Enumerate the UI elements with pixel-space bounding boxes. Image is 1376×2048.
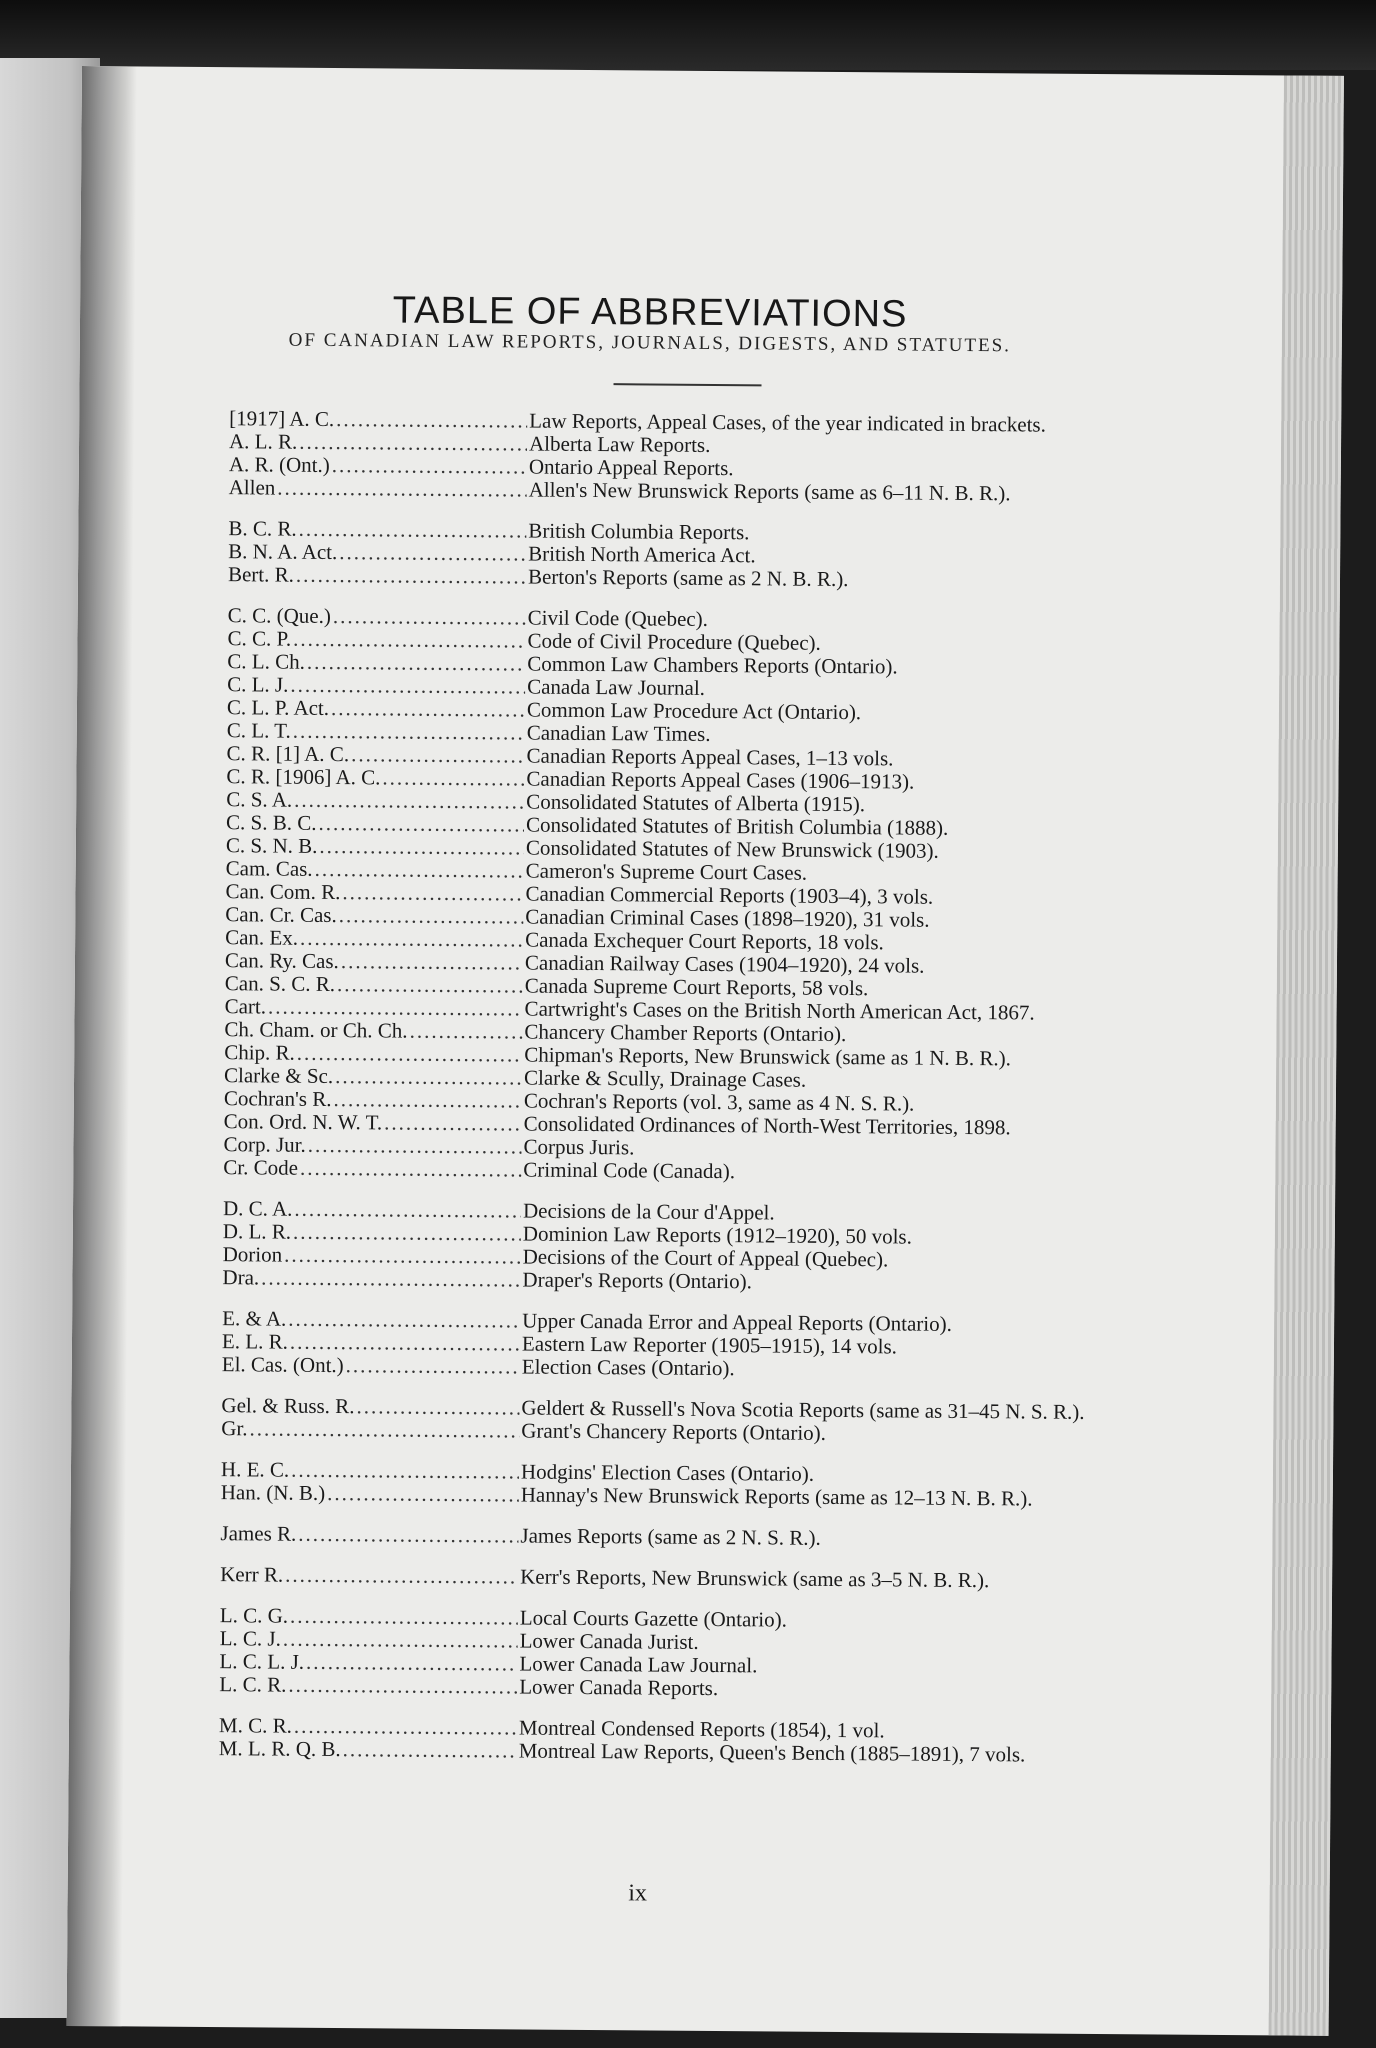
abbreviation-meaning: Code of Civil Procedure (Quebec). bbox=[527, 628, 821, 655]
abbreviation-term: E. & A. bbox=[222, 1306, 287, 1331]
dot-leader bbox=[283, 1628, 518, 1653]
abbreviation-term: L. C. L. J. bbox=[219, 1649, 305, 1674]
entry-lead bbox=[222, 1266, 522, 1291]
dot-leader bbox=[384, 1111, 522, 1135]
dot-leader bbox=[300, 927, 523, 952]
dot-leader bbox=[339, 541, 526, 565]
dot-leader bbox=[410, 1020, 523, 1044]
abbreviation-term: C. S. B. C. bbox=[225, 810, 317, 835]
abbreviation-meaning: Canadian Reports Appeal Cases (1906–1913). bbox=[526, 766, 915, 794]
abbreviation-group bbox=[223, 604, 1287, 1187]
abbreviation-meaning: Dominion Law Reports (1912–1920), 50 vols. bbox=[522, 1221, 912, 1249]
abbreviation-meaning: Lower Canada Jurist. bbox=[519, 1628, 699, 1654]
abbreviation-meaning: Cochran's Reports (vol. 3, same as 4 N. S. R.). bbox=[523, 1088, 915, 1116]
abbreviation-term: Can. Com. R. bbox=[225, 879, 341, 905]
abbreviation-group bbox=[220, 1522, 1280, 1553]
abbreviation-meaning: Cameron's Supreme Court Cases. bbox=[525, 858, 808, 885]
abbreviation-term: Chip. R. bbox=[224, 1040, 295, 1065]
abbreviation-meaning: Cartwright's Cases on the British North American Act, 1867. bbox=[524, 996, 1035, 1025]
abbreviation-term: Dorion bbox=[222, 1242, 283, 1267]
abbreviation-group bbox=[229, 407, 1290, 507]
abbreviation-term: B. N. A. Act. bbox=[228, 539, 338, 565]
dot-leader bbox=[268, 995, 523, 1020]
dot-leader bbox=[293, 720, 525, 745]
entry-lead bbox=[223, 1156, 523, 1181]
entry-lead bbox=[219, 1673, 519, 1698]
dot-leader bbox=[356, 1395, 519, 1419]
abbreviation-term: C. S. A. bbox=[226, 787, 293, 812]
abbreviation-term: El. Cas. (Ont.) bbox=[221, 1352, 344, 1378]
dot-leader bbox=[294, 1715, 517, 1740]
dot-leader bbox=[298, 1523, 518, 1548]
abbreviation-term: E. L. R. bbox=[221, 1329, 289, 1354]
abbreviation-term: Clarke & Sc. bbox=[223, 1063, 334, 1089]
dot-leader bbox=[293, 1221, 521, 1246]
dot-leader bbox=[297, 1042, 523, 1067]
abbreviation-meaning: Berton's Reports (same as 2 N. B. R.). bbox=[527, 564, 849, 592]
dot-leader bbox=[261, 1266, 520, 1291]
abbreviation-term: Gr. bbox=[221, 1416, 248, 1441]
dot-leader bbox=[249, 1417, 519, 1442]
entry-lead bbox=[219, 1737, 519, 1762]
abbreviation-term: M. L. R. Q. B. bbox=[218, 1736, 341, 1762]
dot-leader bbox=[277, 477, 527, 502]
abbreviation-term: Han. (N. B.) bbox=[220, 1480, 326, 1505]
abbreviation-meaning: Consolidated Statutes of Alberta (1915). bbox=[526, 789, 866, 817]
abbreviation-group bbox=[228, 517, 1289, 594]
page-number: ix bbox=[628, 1880, 648, 1907]
dot-leader bbox=[291, 1459, 519, 1484]
dot-leader bbox=[351, 743, 525, 767]
dot-leader bbox=[294, 1198, 521, 1223]
abbreviation-term: C. R. [1906] A. C. bbox=[226, 764, 381, 790]
abbreviation-meaning: Consolidated Statutes of British Columbia (1888). bbox=[525, 812, 949, 840]
dot-leader bbox=[343, 1738, 517, 1762]
abbreviation-meaning: Canada Supreme Court Reports, 58 vols. bbox=[524, 973, 869, 1001]
dot-leader bbox=[299, 431, 527, 456]
book-page bbox=[67, 66, 1344, 2036]
abbreviation-entry bbox=[220, 1522, 1280, 1553]
abbreviation-meaning: Canadian Railway Cases (1904–1920), 24 vols. bbox=[524, 950, 925, 978]
abbreviation-meaning: Clarke & Scully, Drainage Cases. bbox=[523, 1065, 807, 1092]
dot-leader bbox=[284, 1244, 521, 1269]
dot-leader bbox=[288, 1308, 520, 1333]
abbreviation-group bbox=[221, 1458, 1281, 1512]
scan-background bbox=[0, 0, 1376, 70]
dot-leader bbox=[333, 1088, 522, 1112]
abbreviation-meaning: Lower Canada Reports. bbox=[519, 1674, 719, 1701]
abbreviation-meaning: Canadian Reports Appeal Cases, 1–13 vols. bbox=[526, 743, 894, 771]
page-subtitle: OF CANADIAN LAW REPORTS, JOURNALS, DIGESTS, AND STATUTES. bbox=[288, 329, 1012, 357]
abbreviation-term: C. L. Ch. bbox=[227, 649, 306, 674]
abbreviation-meaning: Consolidated Ordinances of North-West Territories, 1898. bbox=[523, 1111, 1011, 1140]
abbreviation-meaning: Chipman's Reports, New Brunswick (same as 1 N. B. R.). bbox=[524, 1042, 1012, 1071]
abbreviation-term: L. C. G. bbox=[219, 1603, 289, 1628]
abbreviation-term: D. L. R. bbox=[222, 1219, 292, 1244]
abbreviation-term: Cochran's R. bbox=[223, 1086, 332, 1111]
abbreviation-term: C. L. J. bbox=[227, 672, 289, 697]
entry-lead bbox=[229, 476, 529, 501]
abbreviation-term: A. L. R. bbox=[228, 429, 298, 454]
dot-leader bbox=[290, 1605, 518, 1630]
abbreviation-meaning: Grant's Chancery Reports (Ontario). bbox=[521, 1418, 827, 1445]
abbreviation-term: C. S. N. B. bbox=[225, 833, 318, 858]
abbreviation-term: H. E. C. bbox=[220, 1457, 290, 1482]
dot-leader bbox=[290, 674, 525, 699]
abbreviation-term: M. C. R. bbox=[218, 1713, 293, 1738]
abbreviation-group bbox=[222, 1307, 1283, 1384]
abbreviation-meaning: Canada Law Journal. bbox=[527, 674, 706, 700]
dot-leader bbox=[342, 881, 523, 905]
dot-leader bbox=[315, 858, 524, 883]
abbreviation-term: Ch. Cham. or Ch. Ch. bbox=[224, 1017, 408, 1043]
abbreviation-group bbox=[219, 1714, 1279, 1768]
entry-lead bbox=[223, 1243, 523, 1268]
abbreviation-meaning: Lower Canada Law Journal. bbox=[519, 1651, 758, 1678]
dot-leader bbox=[319, 835, 524, 860]
title-rule bbox=[614, 383, 762, 386]
dot-leader bbox=[335, 1065, 522, 1089]
abbreviation-meaning: James Reports (same as 2 N. S. R.). bbox=[520, 1523, 821, 1550]
abbreviation-term: Cam. Cas. bbox=[225, 856, 313, 881]
abbreviation-group bbox=[221, 1394, 1281, 1448]
abbreviation-meaning: Canada Exchequer Court Reports, 18 vols. bbox=[525, 927, 884, 955]
dot-leader bbox=[332, 454, 527, 479]
entry-lead bbox=[221, 1394, 521, 1419]
abbreviation-meaning: British Columbia Reports. bbox=[528, 518, 750, 545]
abbreviation-term: C. C. P. bbox=[227, 626, 292, 651]
abbreviation-meaning: Corpus Juris. bbox=[523, 1134, 635, 1160]
dot-leader bbox=[341, 950, 523, 974]
dot-leader bbox=[336, 408, 527, 432]
abbreviation-meaning: Alberta Law Reports. bbox=[528, 431, 711, 457]
dot-leader bbox=[333, 605, 526, 630]
dot-leader bbox=[300, 1157, 522, 1182]
abbreviation-meaning: Common Law Chambers Reports (Ontario). bbox=[527, 651, 898, 679]
dot-leader bbox=[339, 904, 524, 928]
dot-leader bbox=[293, 628, 526, 653]
abbreviation-term: Dra. bbox=[222, 1265, 260, 1290]
abbreviation-list bbox=[219, 407, 1290, 1786]
abbreviation-meaning: Local Courts Gazette (Ontario). bbox=[519, 1605, 787, 1632]
abbreviation-meaning: Ontario Appeal Reports. bbox=[528, 454, 734, 481]
entry-lead bbox=[222, 1353, 522, 1378]
abbreviation-term: Can. Cr. Cas. bbox=[225, 902, 337, 928]
dot-leader bbox=[285, 1564, 518, 1589]
abbreviation-term: Cr. Code bbox=[223, 1155, 299, 1180]
entry-lead bbox=[228, 563, 528, 588]
abbreviation-term: B. C. R. bbox=[228, 516, 297, 541]
entry-lead bbox=[220, 1563, 520, 1588]
abbreviation-meaning: Eastern Law Reporter (1905–1915), 14 vols. bbox=[521, 1331, 898, 1359]
abbreviation-meaning: Civil Code (Quebec). bbox=[527, 605, 708, 631]
dot-leader bbox=[306, 1651, 518, 1676]
abbreviation-meaning: Chancery Chamber Reports (Ontario). bbox=[524, 1019, 847, 1047]
dot-leader bbox=[337, 973, 523, 997]
abbreviation-term: L. C. J. bbox=[219, 1626, 282, 1651]
dot-leader bbox=[331, 697, 525, 722]
abbreviation-term: James R. bbox=[220, 1521, 297, 1546]
abbreviation-meaning: Kerr's Reports, New Brunswick (same as 3–5 N. B. R.). bbox=[520, 1564, 990, 1593]
abbreviation-meaning: Canadian Law Times. bbox=[526, 720, 711, 746]
abbreviation-term: Can. Ex. bbox=[225, 925, 299, 950]
page-title: TABLE OF ABBREVIATIONS bbox=[392, 289, 908, 336]
dot-leader bbox=[307, 651, 526, 676]
dot-leader bbox=[299, 518, 527, 543]
abbreviation-term: L. C. R. bbox=[219, 1672, 287, 1697]
abbreviation-meaning: Decisions of the Court of Appeal (Quebec). bbox=[522, 1244, 889, 1272]
dot-leader bbox=[346, 1354, 520, 1378]
dot-leader bbox=[318, 812, 524, 837]
abbreviation-term: Can. S. C. R. bbox=[224, 971, 336, 997]
abbreviation-meaning: Consolidated Statutes of New Brunswick (1903). bbox=[525, 835, 939, 863]
abbreviation-term: Allen bbox=[228, 475, 276, 500]
abbreviation-meaning: Criminal Code (Canada). bbox=[523, 1157, 736, 1184]
abbreviation-meaning: Law Reports, Appeal Cases, of the year indicated in brackets. bbox=[529, 408, 1046, 437]
abbreviation-meaning: Montreal Law Reports, Queen's Bench (1885–1891), 7 vols. bbox=[518, 1738, 1026, 1767]
abbreviation-term: A. R. (Ont.) bbox=[228, 452, 330, 477]
abbreviation-term: Kerr R. bbox=[220, 1562, 284, 1587]
abbreviation-entry bbox=[220, 1563, 1280, 1594]
abbreviation-term: Can. Ry. Cas. bbox=[224, 948, 339, 974]
abbreviation-meaning: Upper Canada Error and Appeal Reports (Ontario). bbox=[522, 1308, 953, 1336]
entry-lead bbox=[220, 1522, 520, 1547]
abbreviation-term: C. L. T. bbox=[226, 718, 291, 743]
dot-leader bbox=[294, 789, 524, 814]
abbreviation-meaning: Canadian Commercial Reports (1903–4), 3 vols. bbox=[525, 881, 934, 909]
entry-lead bbox=[221, 1417, 521, 1442]
abbreviation-term: C. C. (Que.) bbox=[227, 603, 332, 628]
entry-lead bbox=[225, 972, 525, 997]
dot-leader bbox=[308, 1134, 522, 1159]
dot-leader bbox=[296, 564, 526, 589]
abbreviation-term: Corp. Jur. bbox=[223, 1132, 306, 1157]
abbreviation-group bbox=[220, 1563, 1280, 1594]
abbreviation-meaning: Decisions de la Cour d'Appel. bbox=[522, 1198, 775, 1225]
abbreviation-meaning: Geldert & Russell's Nova Scotia Reports (same as 31–45 N. S. R.). bbox=[521, 1395, 1085, 1424]
abbreviation-meaning: Common Law Procedure Act (Ontario). bbox=[526, 697, 862, 725]
abbreviation-term: C. R. [1] A. C. bbox=[226, 741, 350, 767]
abbreviation-term: Con. Ord. N. W. T. bbox=[223, 1109, 383, 1135]
abbreviation-term: Cart. bbox=[224, 994, 267, 1019]
abbreviation-meaning: Draper's Reports (Ontario). bbox=[522, 1267, 753, 1294]
abbreviation-group bbox=[219, 1604, 1280, 1704]
abbreviation-meaning: Montreal Condensed Reports (1854), 1 vol. bbox=[518, 1715, 885, 1743]
abbreviation-term: Bert. R. bbox=[227, 562, 295, 587]
abbreviation-meaning: British North America Act. bbox=[528, 541, 756, 568]
abbreviation-meaning: Hodgins' Election Cases (Ontario). bbox=[520, 1459, 815, 1486]
abbreviation-term: Gel. & Russ. R. bbox=[221, 1393, 355, 1419]
abbreviation-meaning: Canadian Criminal Cases (1898–1920), 31 vols. bbox=[525, 904, 930, 932]
dot-leader bbox=[290, 1331, 520, 1356]
dot-leader bbox=[382, 766, 524, 790]
abbreviation-term: D. C. A. bbox=[222, 1196, 293, 1221]
abbreviation-meaning: Hannay's New Brunswick Reports (same as 12–13 N. B. R.). bbox=[520, 1482, 1033, 1511]
abbreviation-meaning: Election Cases (Ontario). bbox=[521, 1354, 735, 1381]
dot-leader bbox=[288, 1674, 517, 1699]
abbreviation-group bbox=[222, 1197, 1283, 1297]
dot-leader bbox=[327, 1482, 519, 1507]
abbreviation-term: [1917] A. C. bbox=[229, 406, 335, 431]
entry-lead bbox=[221, 1481, 521, 1506]
abbreviation-meaning: Allen's New Brunswick Reports (same as 6–11 N. B. R.). bbox=[528, 477, 1011, 506]
abbreviation-term: C. L. P. Act. bbox=[226, 695, 330, 720]
